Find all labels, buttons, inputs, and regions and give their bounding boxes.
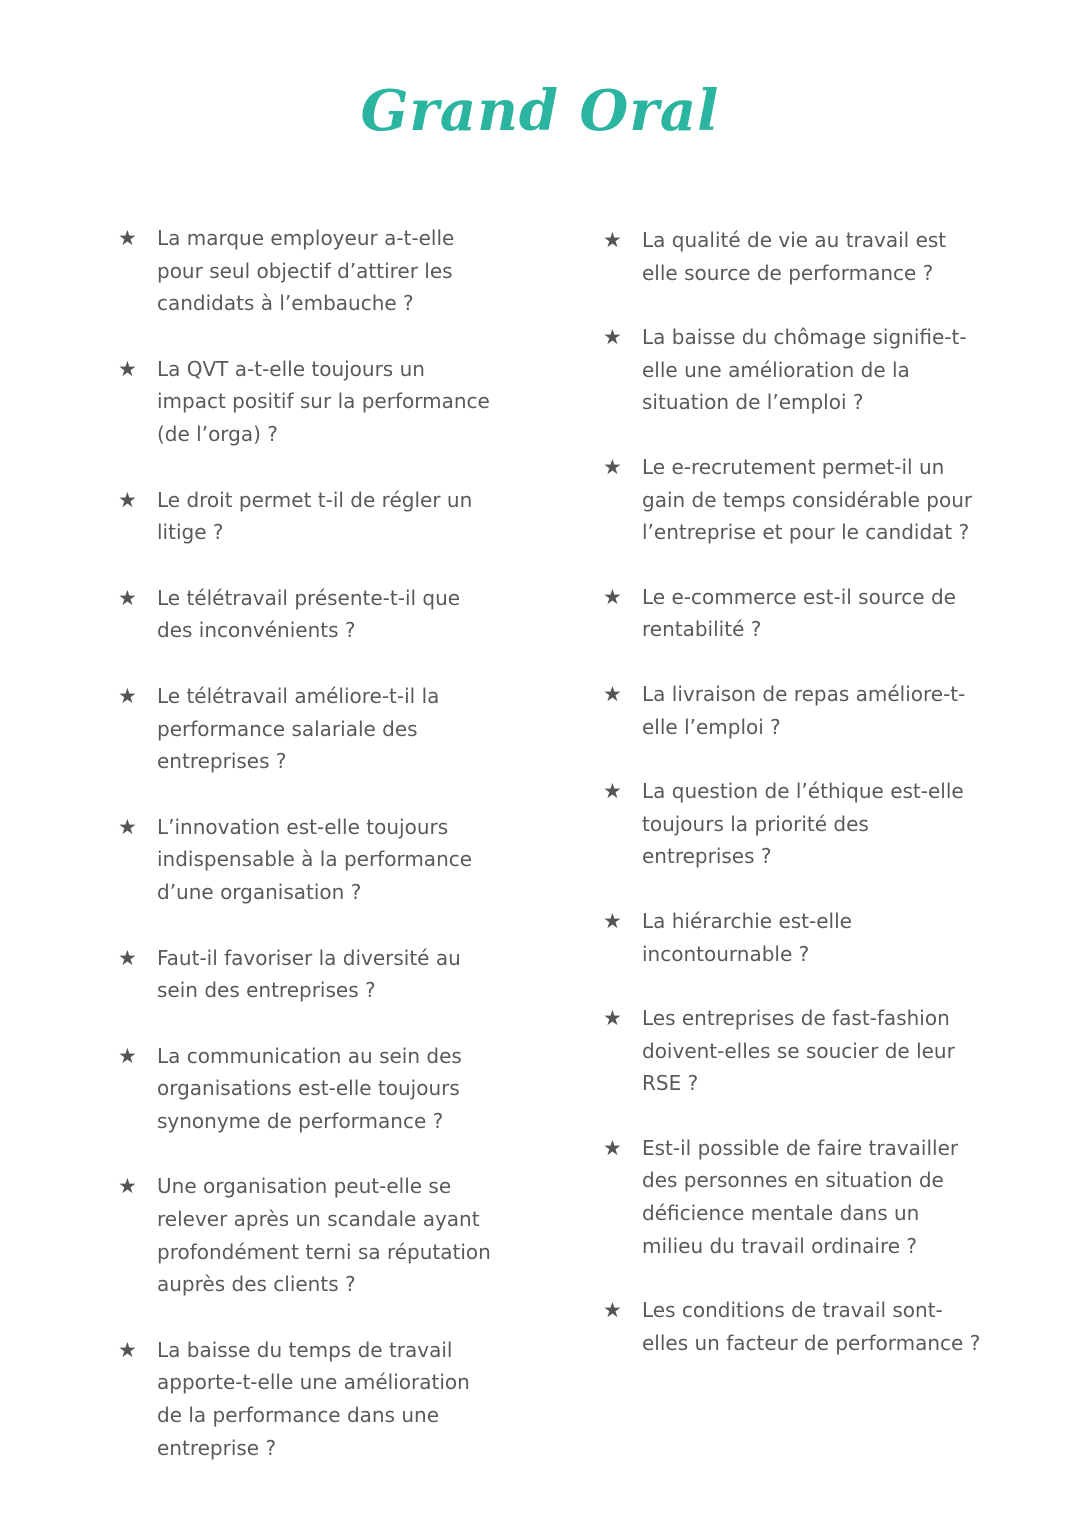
star-icon: ★ xyxy=(118,1043,137,1068)
star-icon: ★ xyxy=(118,585,137,610)
list-item xyxy=(118,222,498,320)
list-item xyxy=(118,484,498,549)
question-text: Le télétravail présente-t-il que des inconvénients ? xyxy=(157,585,461,643)
page-title: Grand Oral xyxy=(360,78,720,144)
question-text: L’innovation est-elle toujours indispensable à la performance d’une organisation ? xyxy=(157,814,473,904)
question-text: Faut-il favoriser la diversité au sein des entreprises ? xyxy=(157,945,461,1003)
question-text: La baisse du chômage signifie-t-elle une amélioration de la situation de l’emploi ? xyxy=(642,325,967,415)
star-icon: ★ xyxy=(603,454,622,479)
question-text: Est-il possible de faire travailler des personnes en situation de déficience mentale dans un milieu du travail ordinaire ? xyxy=(642,1135,959,1258)
question-text: Le droit permet t-il de régler un litige ? xyxy=(157,487,473,545)
star-icon: ★ xyxy=(603,908,622,933)
list-item xyxy=(118,1040,498,1138)
list-item xyxy=(603,224,983,289)
star-icon: ★ xyxy=(603,1006,622,1031)
list-item xyxy=(603,1132,983,1262)
star-icon: ★ xyxy=(118,945,137,970)
question-text: La hiérarchie est-elle incontournable ? xyxy=(642,908,852,966)
list-item xyxy=(603,321,983,419)
list-item xyxy=(118,680,498,778)
question-text: La question de l’éthique est-elle toujours la priorité des entreprises ? xyxy=(642,779,964,869)
question-text: Le e-commerce est-il source de rentabilité ? xyxy=(642,584,956,642)
list-item xyxy=(118,1170,498,1300)
list-item xyxy=(118,942,498,1007)
question-text: Les entreprises de fast-fashion doivent-elles se soucier de leur RSE ? xyxy=(642,1006,955,1096)
question-text: Le télétravail améliore-t-il la performance salariale des entreprises ? xyxy=(157,683,440,774)
star-icon: ★ xyxy=(118,226,137,250)
star-icon: ★ xyxy=(603,1298,622,1323)
question-text: La baisse du temps de travail apporte-t-elle une amélioration de la performance dans une entreprise ? xyxy=(157,1337,470,1460)
star-icon: ★ xyxy=(118,1174,137,1199)
list-item xyxy=(603,775,983,873)
list-item xyxy=(603,451,983,549)
star-icon: ★ xyxy=(603,779,622,804)
star-icon: ★ xyxy=(603,584,622,609)
list-item xyxy=(603,1294,983,1359)
list-item xyxy=(603,905,983,970)
list-item xyxy=(118,1334,498,1464)
question-text: La qualité de vie au travail est elle source de performance ? xyxy=(642,228,947,285)
star-icon: ★ xyxy=(118,1337,137,1362)
star-icon: ★ xyxy=(118,814,137,839)
star-icon: ★ xyxy=(603,681,622,706)
list-item xyxy=(603,581,983,646)
list-item xyxy=(118,353,498,451)
question-text: Le e-recrutement permet-il un gain de temps considérable pour l’entreprise et pour le candidat ? xyxy=(642,454,973,545)
question-text: La marque employeur a-t-elle pour seul objectif d’attirer les candidats à l’embauche ? xyxy=(157,226,455,316)
question-text: La communication au sein des organisations est-elle toujours synonyme de performance ? xyxy=(157,1043,462,1133)
question-text: La livraison de repas améliore-t-elle l’emploi ? xyxy=(642,681,966,739)
list-item xyxy=(118,582,498,647)
question-text: La QVT a-t-elle toujours un impact positif sur la performance (de l’orga) ? xyxy=(157,356,490,446)
star-icon: ★ xyxy=(118,487,137,512)
star-icon: ★ xyxy=(603,228,622,252)
star-icon: ★ xyxy=(118,356,137,381)
star-icon: ★ xyxy=(603,325,622,350)
list-item xyxy=(603,1002,983,1100)
question-text: Les conditions de travail sont-elles un facteur de performance ? xyxy=(642,1298,981,1355)
list-item xyxy=(603,678,983,743)
list-item xyxy=(118,811,498,909)
star-icon: ★ xyxy=(603,1135,622,1160)
question-text: Une organisation peut-elle se relever après un scandale ayant profondément terni sa réputation auprès des clients ? xyxy=(157,1174,491,1297)
left-question-list xyxy=(118,222,498,1497)
right-question-list xyxy=(603,224,983,1391)
star-icon: ★ xyxy=(118,683,137,708)
